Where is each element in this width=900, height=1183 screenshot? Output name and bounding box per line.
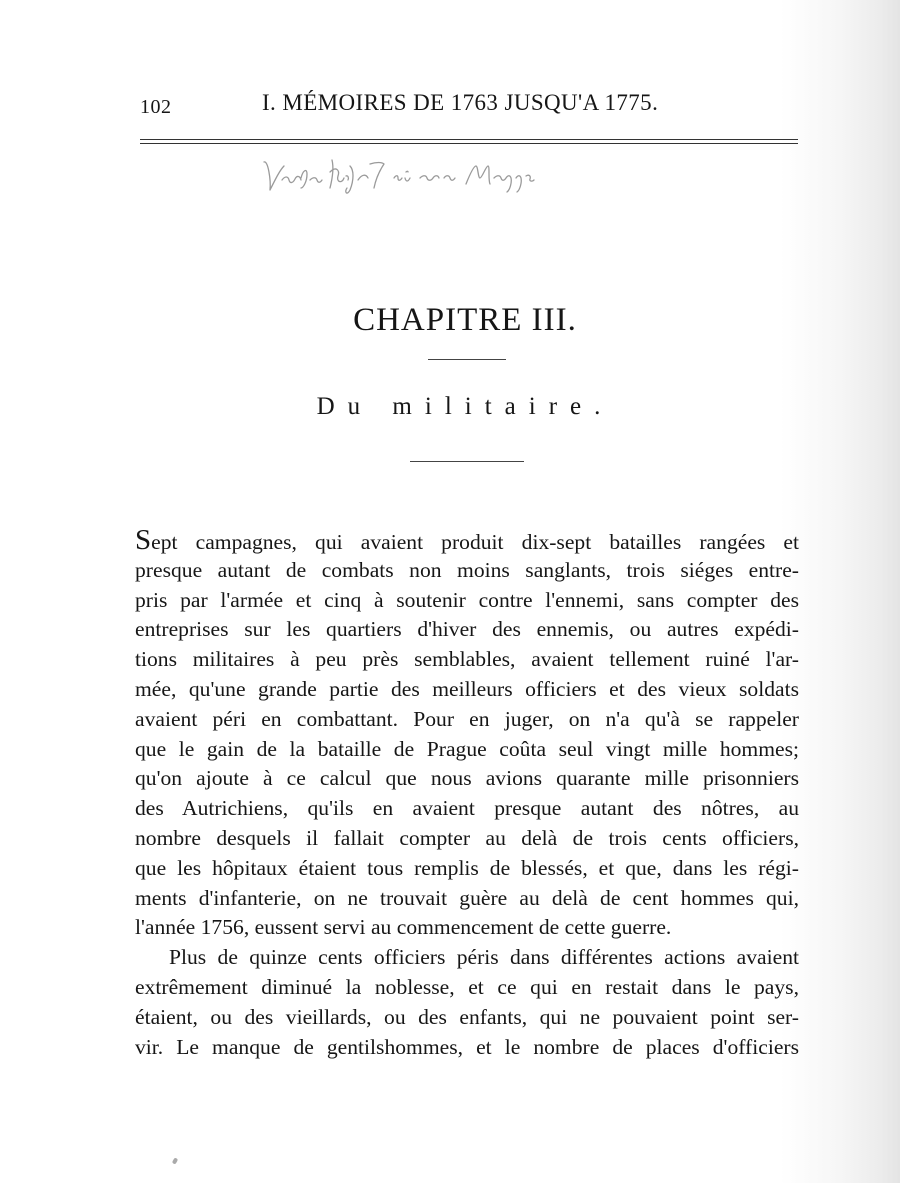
text-line: tions militaires à peu près semblables, avaient tellement ruiné l'ar- [135, 647, 799, 672]
text-line: extrêmement diminué la noblesse, et ce qui en restait dans le pays, [135, 974, 799, 999]
body-text [135, 526, 799, 1062]
text-line: vir. Le manque de gentilshommes, et le nombre de places d'officiers [135, 1034, 799, 1059]
text-line: qu'on ajoute à ce calcul que nous avions quarante mille prisonniers [135, 766, 799, 791]
text-line: avaient péri en combattant. Pour en juger, on n'a qu'à se rappeler [135, 706, 799, 731]
running-head: I. MÉMOIRES DE 1763 JUSQU'A 1775. [262, 90, 659, 115]
text-line: mée, qu'une grande partie des meilleurs officiers et des vieux soldats [135, 676, 799, 701]
text-line: étaient, ou des vieillards, ou des enfants, qui ne pouvaient point ser- [135, 1004, 799, 1029]
text-line: ments d'infanterie, on ne trouvait guère au delà de cent hommes qui, [135, 885, 799, 910]
text-line: des Autrichiens, qu'ils en avaient presque autant des nôtres, au [135, 796, 799, 821]
text-line: presque autant de combats non moins sanglants, trois siéges entre- [135, 557, 799, 582]
chapter-subtitle: Du militaire. [316, 393, 614, 420]
title-rule [428, 359, 506, 360]
header-double-rule [140, 139, 798, 144]
paper-speck [172, 1157, 178, 1164]
subtitle-rule [410, 461, 524, 462]
handwritten-annotation [262, 150, 562, 200]
text-line: l'année 1756, eussent servi au commencement de cette guerre. [135, 915, 672, 940]
text-line: entreprises sur les quartiers d'hiver des ennemis, ou autres expédi- [135, 617, 799, 642]
text-line: Plus de quinze cents officiers péris dans différentes actions avaient [169, 945, 799, 970]
paragraph-1 [135, 526, 799, 943]
page-number: 102 [140, 96, 172, 118]
paragraph-2 [135, 943, 799, 1062]
text-line: que le gain de la bataille de Prague coûta seul vingt mille hommes; [135, 736, 799, 761]
text-line: nombre desquels il fallait compter au delà de trois cents officiers, [135, 825, 799, 850]
text-line: que les hôpitaux étaient tous remplis de blessés, et que, dans les régi- [135, 855, 799, 880]
chapter-title: CHAPITRE III. [353, 302, 577, 338]
text-line: pris par l'armée et cinq à soutenir contre l'ennemi, sans compter des [135, 587, 799, 612]
text-line: Sept campagnes, qui avaient produit dix-sept batailles rangées et [135, 524, 799, 556]
initial-letter: S [135, 524, 152, 556]
